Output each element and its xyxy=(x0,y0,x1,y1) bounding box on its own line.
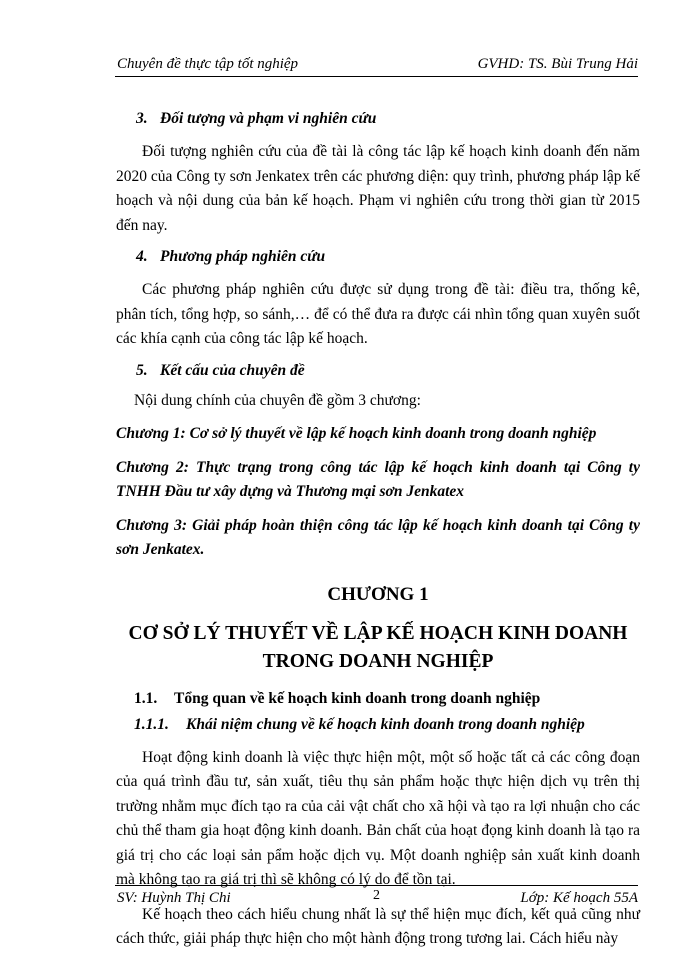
body-paragraph-1: Hoạt động kinh doanh là việc thực hiện một, một số hoặc tất cả các công đoạn của quá trình đầu tư, sản xuất, tiêu thụ sản phẩm hoặc thực hiện dịch vụ trên thị trường nhằm mục đích tạo ra của cải vật chất cho xã hội và tạo ra lợi nhuận cho các chủ thể tham gia hoạt động kinh doanh. Bản chất của hoạt đọng kinh doanh là tạo ra giá trị cho các loại sản pẩm hoặc dịch vụ. Một doanh nghiệp sản xuất kinh doanh mà không tạo ra giá trị thì sẽ không có lý do để tồn tại. xyxy=(116,748,640,888)
chapter-list-item-1: Chương 1: Cơ sở lý thuyết về lập kế hoạch kinh doanh trong doanh nghiệp xyxy=(116,424,597,442)
section-4-heading xyxy=(136,248,640,266)
header-left-text: Chuyên đề thực tập tốt nghiệp xyxy=(117,56,299,72)
chapter-1-title xyxy=(116,620,640,676)
section-1-1-1-number: 1.1.1. xyxy=(134,715,169,733)
section-1-1-1-heading xyxy=(134,716,640,734)
section-3-paragraph: Đối tượng nghiên cứu của đề tài là công tác lập kế hoạch kinh doanh đến năm 2020 của Công ty sơn Jenkatex trên các phương diện: quy trình, phương pháp lập kế hoạch và nội dung của bản kế hoạch. Phạm vi nghiên cứu trong thời gian từ 2015 đến nay. xyxy=(116,143,640,234)
section-4-title: Phương pháp nghiên cứu xyxy=(160,248,326,265)
chapter-1-label: CHƯƠNG 1 xyxy=(327,583,429,605)
page-footer xyxy=(115,885,638,916)
section-5-number: 5. xyxy=(136,361,148,379)
body-paragraph-2: Kế hoạch theo cách hiểu chung nhất là sự thể hiện mục đích, kết quả cũng như cách thức, giải pháp thực hiện cho một hành động trong tương lai. Cách hiểu này xyxy=(116,905,640,947)
section-3-title: Đối tượng và phạm vi nghiên cứu xyxy=(160,110,377,127)
section-4-number: 4. xyxy=(136,248,148,265)
footer-class-text: Lớp: Kế hoạch 55A xyxy=(520,890,638,906)
section-3-number: 3. xyxy=(136,110,148,127)
page-number: 2 xyxy=(373,888,380,903)
section-5-intro: Nội dung chính của chuyên đề gồm 3 chương: xyxy=(134,391,421,409)
section-3-heading xyxy=(136,110,640,128)
section-1-1-number: 1.1. xyxy=(134,689,158,707)
section-5-heading xyxy=(136,362,640,380)
page-body xyxy=(116,110,640,962)
chapter-1-title-line-1: CƠ SỞ LÝ THUYẾT VỀ LẬP KẾ HOẠCH KINH DOANH xyxy=(128,622,628,644)
chapter-1-title-line-2: TRONG DOANH NGHIỆP xyxy=(262,650,494,672)
section-5-title: Kết cấu của chuyên đề xyxy=(160,361,305,379)
section-1-1-heading xyxy=(134,690,640,708)
section-1-1-title: Tổng quan về kế hoạch kinh doanh trong doanh nghiệp xyxy=(174,689,541,707)
footer-student-text: SV: Huỳnh Thị Chi xyxy=(117,890,231,906)
chapter-list-item-2: Chương 2: Thực trạng trong công tác lập kế hoạch kinh doanh tại Công ty TNHH Đầu tư xây dựng và Thương mại sơn Jenkatex xyxy=(116,458,640,500)
section-4-paragraph: Các phương pháp nghiên cứu được sử dụng trong đề tài: điều tra, thống kê, phân tích, tổng hợp, so sánh,… để có thể đưa ra được cái nhìn tổng quan xuyên suốt các khía cạnh của công tác lập kế hoạch. xyxy=(116,281,640,347)
page-header xyxy=(115,52,638,77)
section-1-1-1-title: Khái niệm chung về kế hoạch kinh doanh trong doanh nghiệp xyxy=(186,715,585,733)
chapter-list-item-3: Chương 3: Giải pháp hoàn thiện công tác lập kế hoạch kinh doanh tại Công ty sơn Jenkatex. xyxy=(116,516,640,558)
header-right-text: GVHD: TS. Bùi Trung Hải xyxy=(477,56,638,72)
